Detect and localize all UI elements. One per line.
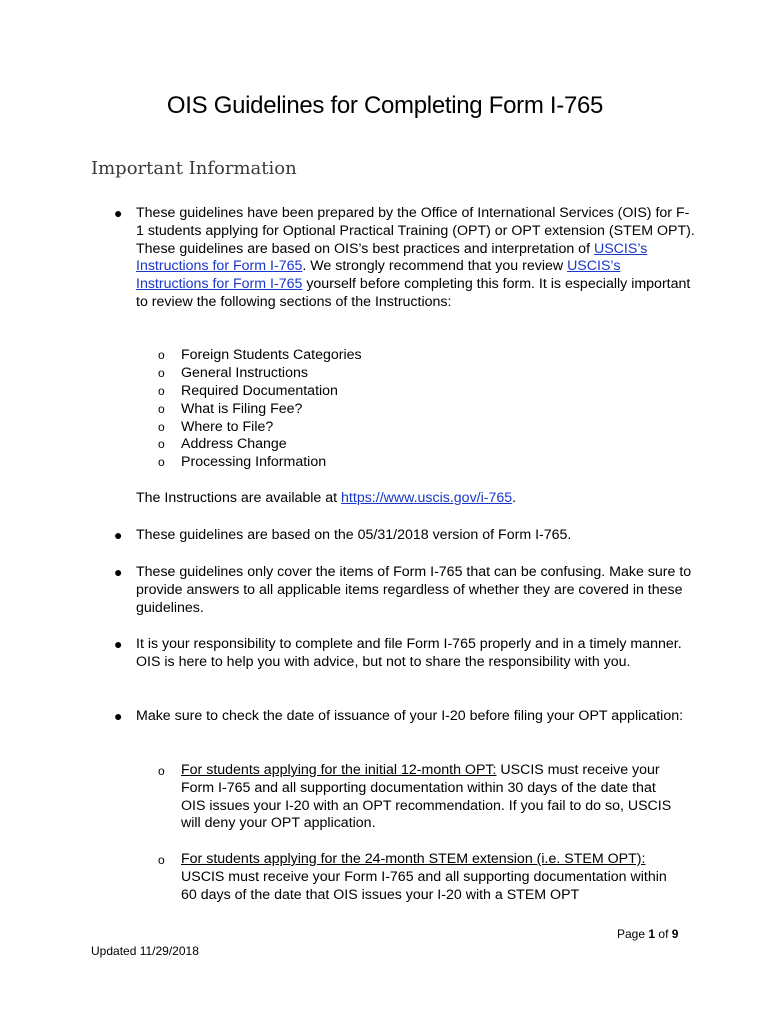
sub-item-label: For students applying for the 24-month STEM extension (i.e. STEM OPT):	[181, 851, 646, 867]
page-number	[617, 927, 678, 941]
sub-item-initial-opt	[181, 762, 681, 833]
page-title: OIS Guidelines for Completing Form I-765	[166, 92, 604, 119]
bullet-icon: ●	[114, 205, 123, 221]
circle-bullet-icon: o	[158, 764, 165, 778]
bullet-form-version	[114, 527, 696, 545]
sub-item-text: USCIS must receive your Form I-765 and all supporting documentation within 60 days of the date that OIS issues your I-20 with a STEM OPT	[181, 868, 667, 903]
bullet-text: yourself before completing this form. It is especially important to review the following sections of the Instructions:	[136, 276, 691, 310]
bullet-icon: ●	[114, 564, 123, 580]
circle-bullet-icon: o	[158, 455, 165, 469]
circle-bullet-icon: o	[158, 384, 165, 398]
list-item: Where to File?	[181, 419, 274, 435]
sub-item-label: For students applying for the initial 12-month OPT:	[181, 762, 497, 778]
circle-bullet-icon: o	[158, 420, 165, 434]
page-current: 1	[648, 927, 656, 941]
sub-item-stem-opt	[181, 851, 681, 904]
bullet-text: . We strongly recommend that you review	[302, 258, 568, 275]
circle-bullet-icon: o	[158, 348, 165, 362]
list-item: Processing Information	[181, 454, 327, 470]
bullet-check-i20	[114, 708, 696, 726]
bullet-responsibility	[114, 636, 696, 672]
page-total: 9	[671, 927, 679, 941]
updated-date: Updated 11/29/2018	[91, 944, 199, 958]
list-item: What is Filing Fee?	[181, 401, 303, 417]
bullet-icon: ●	[114, 636, 123, 652]
uscis-instructions-link-2[interactable]: USCIS’s Instructions for Form I-765	[136, 258, 621, 293]
circle-bullet-icon: o	[158, 402, 165, 416]
bullet-icon: ●	[114, 527, 123, 543]
circle-bullet-icon: o	[158, 366, 165, 380]
circle-bullet-icon: o	[158, 853, 165, 867]
bullet-text: These guidelines have been prepared by the Office of International Services (OIS) for F-1 students applying for Optional Practical Training (OPT) or OPT extension (STEM OPT). These guidelines are based on OIS’s best practices and interpretation of	[136, 205, 695, 257]
bullet-guidelines-prepared	[114, 205, 696, 312]
bullet-text: These guidelines only cover the items of Form I-765 that can be confusing. Make sure to provide answers to all applicable items regardless of whether they are covered in these guidelines.	[136, 564, 692, 616]
bullet-text: It is your responsibility to complete and file Form I-765 properly and in a timely manner. OIS is here to help you with advice, but not to share the responsibility with you.	[136, 636, 682, 670]
list-item: Address Change	[181, 436, 287, 452]
list-item: Required Documentation	[181, 383, 338, 399]
instructions-prefix: The Instructions are available at	[136, 490, 342, 506]
bullet-text: Make sure to check the date of issuance of your I-20 before filing your OPT application:	[136, 708, 684, 724]
sub-item-text: USCIS must receive your Form I-765 and all supporting documentation within 30 days of the date that OIS issues your I-20 with an OPT recommendation. If you fail to do so, USCIS will deny your OPT application.	[181, 762, 672, 832]
bullet-coverage	[114, 564, 696, 617]
bullet-icon: ●	[114, 708, 123, 724]
section-heading: Important Information	[91, 158, 297, 179]
list-item: Foreign Students Categories	[181, 347, 362, 363]
instructions-suffix: .	[512, 490, 517, 506]
page-word: Page	[617, 927, 646, 941]
bullet-text: These guidelines are based on the 05/31/2018 version of Form I-765.	[136, 527, 572, 543]
uscis-i765-link[interactable]: https://www.uscis.gov/i-765	[341, 490, 513, 506]
page-of: of	[658, 927, 669, 941]
instructions-available	[136, 490, 696, 508]
circle-bullet-icon: o	[158, 437, 165, 451]
list-item: General Instructions	[181, 365, 308, 381]
uscis-instructions-link[interactable]: USCIS’s Instructions for Form I-765	[136, 240, 648, 275]
